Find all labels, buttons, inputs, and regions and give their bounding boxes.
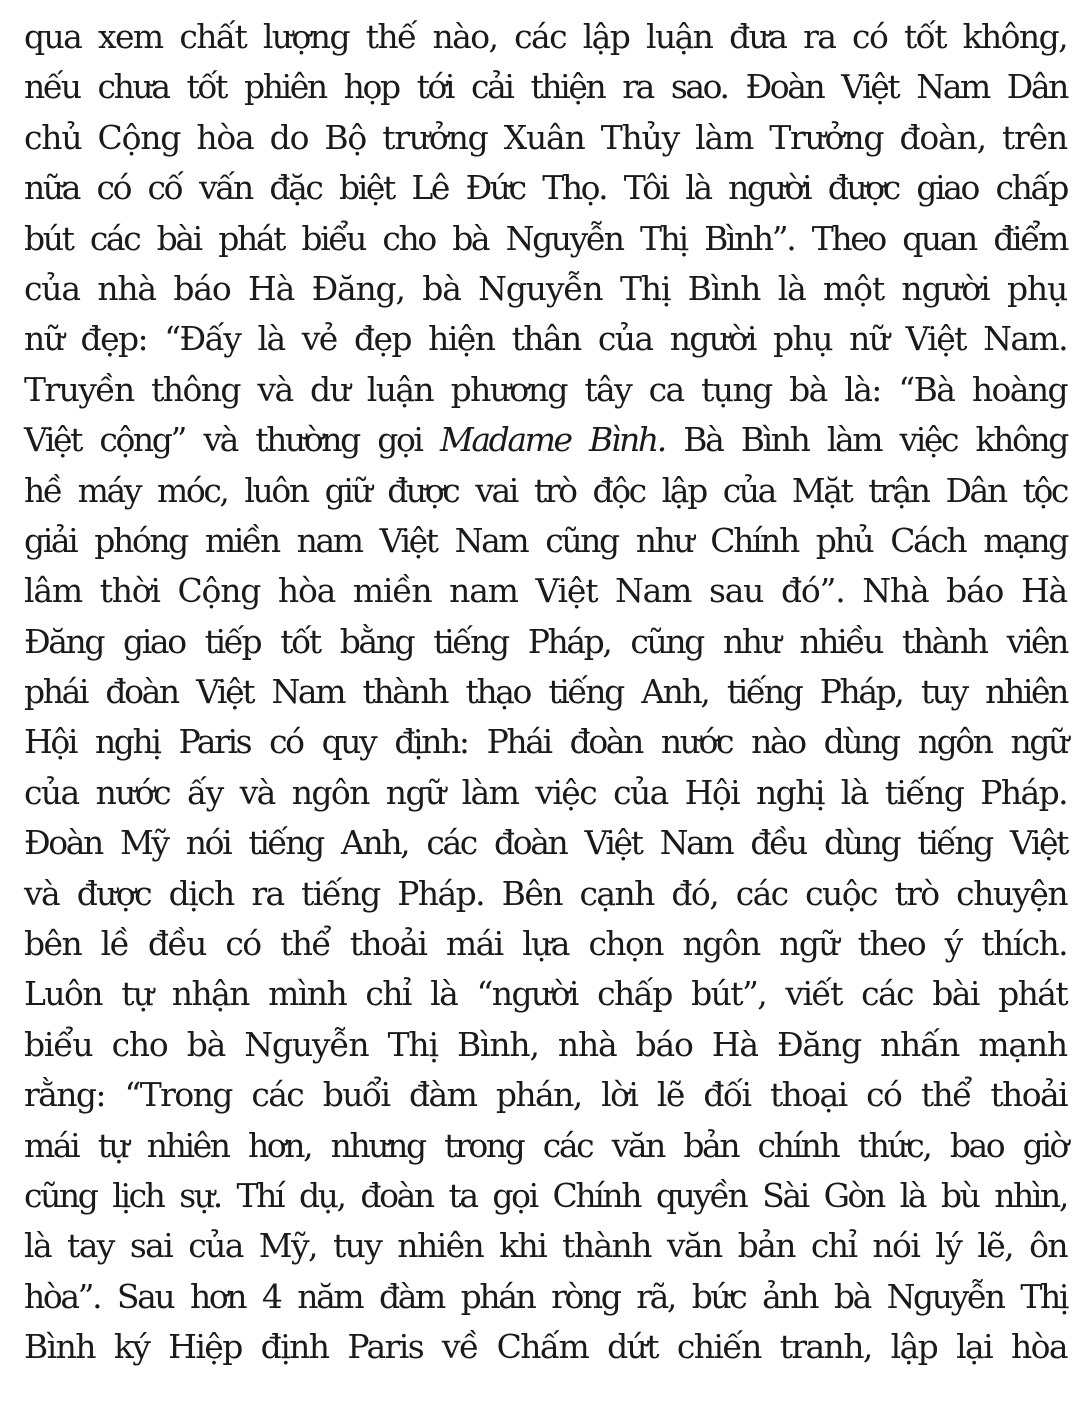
text-line: chủ Cộng hòa do Bộ trưởng Xuân Thủy làm Trưởng đoàn, trên bbox=[24, 117, 1067, 157]
document-page bbox=[24, 12, 1067, 1373]
text-line: rằng: “Trong các buổi đàm phán, lời lẽ đối thoại có thể thoải bbox=[24, 1075, 1067, 1115]
text-line: Truyền thông và dư luận phương tây ca tụng bà là: “Bà hoàng bbox=[24, 369, 1067, 409]
text-segment: Việt cộng” và thường gọi bbox=[24, 420, 440, 460]
text-line: của nhà báo Hà Đăng, bà Nguyễn Thị Bình là một người phụ bbox=[24, 268, 1067, 308]
italic-name: Madame Bình. bbox=[439, 420, 665, 460]
text-line: của nước ấy và ngôn ngữ làm việc của Hội nghị là tiếng Pháp. bbox=[24, 772, 1067, 812]
text-line: cũng lịch sự. Thí dụ, đoàn ta gọi Chính quyền Sài Gòn là bù nhìn, bbox=[24, 1175, 1067, 1215]
text-line: Hội nghị Paris có quy định: Phái đoàn nước nào dùng ngôn ngữ bbox=[24, 722, 1067, 762]
text-line: bút các bài phát biểu cho bà Nguyễn Thị Bình”. Theo quan điểm bbox=[24, 218, 1067, 258]
text-line: nếu chưa tốt phiên họp tới cải thiện ra sao. Đoàn Việt Nam Dân bbox=[24, 67, 1067, 107]
text-line: nữ đẹp: “Đấy là vẻ đẹp hiện thân của người phụ nữ Việt Nam. bbox=[24, 319, 1067, 359]
text-line: là tay sai của Mỹ, tuy nhiên khi thành văn bản chỉ nói lý lẽ, ôn bbox=[24, 1226, 1067, 1266]
text-segment: Bà Bình làm việc không bbox=[664, 420, 1067, 460]
text-line: phái đoàn Việt Nam thành thạo tiếng Anh, tiếng Pháp, tuy nhiên bbox=[24, 672, 1067, 712]
text-line: nữa có cố vấn đặc biệt Lê Đức Thọ. Tôi là người được giao chấp bbox=[24, 168, 1067, 208]
text-line: Luôn tự nhận mình chỉ là “người chấp bút”, viết các bài phát bbox=[24, 974, 1067, 1014]
text-line: Bình ký Hiệp định Paris về Chấm dứt chiến tranh, lập lại hòa bbox=[24, 1327, 1067, 1367]
text-line: và được dịch ra tiếng Pháp. Bên cạnh đó, các cuộc trò chuyện bbox=[24, 873, 1067, 913]
text-line: Đoàn Mỹ nói tiếng Anh, các đoàn Việt Nam đều dùng tiếng Việt bbox=[24, 823, 1067, 863]
text-line: biểu cho bà Nguyễn Thị Bình, nhà báo Hà Đăng nhấn mạnh bbox=[24, 1024, 1067, 1064]
text-line: hề máy móc, luôn giữ được vai trò độc lập của Mặt trận Dân tộc bbox=[24, 470, 1067, 510]
text-line: qua xem chất lượng thế nào, các lập luận đưa ra có tốt không, bbox=[24, 17, 1067, 56]
text-line: hòa”. Sau hơn 4 năm đàm phán ròng rã, bức ảnh bà Nguyễn Thị bbox=[24, 1276, 1067, 1316]
text-line: giải phóng miền nam Việt Nam cũng như Chính phủ Cách mạng bbox=[24, 520, 1067, 560]
text-line-with-italic bbox=[24, 415, 1067, 465]
text-line: bên lề đều có thể thoải mái lựa chọn ngôn ngữ theo ý thích. bbox=[24, 924, 1067, 964]
text-line: mái tự nhiên hơn, nhưng trong các văn bản chính thức, bao giờ bbox=[24, 1125, 1067, 1165]
text-line: lâm thời Cộng hòa miền nam Việt Nam sau đó”. Nhà báo Hà bbox=[24, 571, 1067, 611]
text-line: Đăng giao tiếp tốt bằng tiếng Pháp, cũng như nhiều thành viên bbox=[24, 621, 1067, 661]
